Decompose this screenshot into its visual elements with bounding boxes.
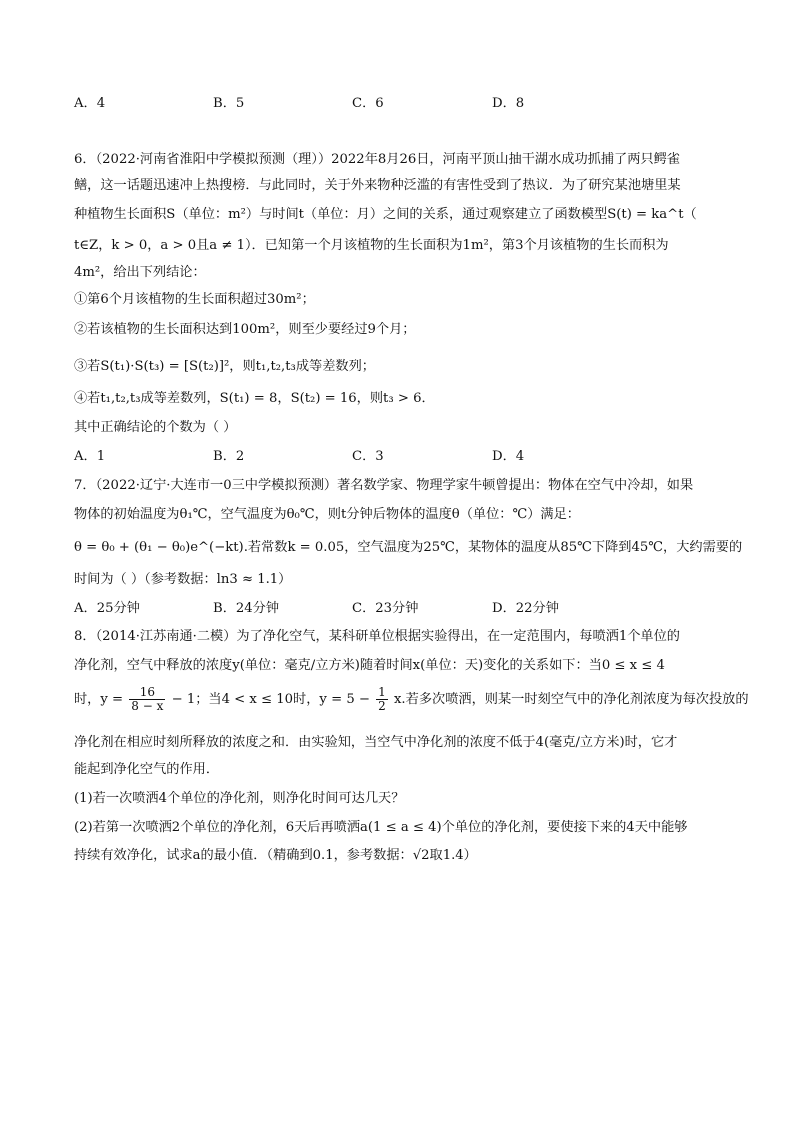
q6-option-b: B．2 xyxy=(213,449,245,464)
q8-line-1: 8．（2014·江苏南通·二模）为了净化空气，某科研单位根据实验得出，在一定范围内，每喷洒1个单位的 xyxy=(74,629,680,644)
q6-line-1: 6．（2022·河南省淮阳中学模拟预测（理））2022年8月26日，河南平顶山抽干湖水成功抓捕了两只鳄雀 xyxy=(74,152,680,167)
q8-line-3-part-a: 时，y = xyxy=(74,692,124,707)
q6-option-c: C．3 xyxy=(352,449,384,464)
q7-option-c: C．23分钟 xyxy=(352,601,419,616)
q6-conclusion-2: ②若该植物的生长面积达到100m²，则至少要经过9个月； xyxy=(74,322,416,337)
q6-conclusion-3: ③若S(t₁)·S(t₃) = [S(t₂)]²，则t₁,t₂,t₃成等差数列； xyxy=(74,359,375,374)
q8-line-5: 能起到净化空气的作用． xyxy=(74,762,220,777)
q5-option-d: D．8 xyxy=(492,96,525,111)
q6-conclusion-4: ④若t₁,t₂,t₃成等差数列，S(t₁) = 8，S(t₂) = 16，则t₃ > 6． xyxy=(74,391,435,406)
q7-option-d: D．22分钟 xyxy=(492,601,559,616)
q5-option-c: C．6 xyxy=(352,96,384,111)
q6-conclusion-1: ①第6个月该植物的生长面积超过30m²； xyxy=(74,292,315,307)
q6-line-2: 鳝，这一话题迅速冲上热搜榜．与此同时，关于外来物种泛滥的有害性受到了热议．为了研究某池塘里某 xyxy=(74,178,681,193)
q5-option-a: A．4 xyxy=(74,96,106,111)
q7-line-4: 时间为（ ）（参考数据：ln3 ≈ 1.1） xyxy=(74,572,292,587)
q6-line-5: 4m²，给出下列结论： xyxy=(74,265,206,280)
q6-option-d: D．4 xyxy=(492,449,525,464)
q8-part-1: (1)若一次喷洒4个单位的净化剂，则净化时间可达几天？ xyxy=(74,791,405,806)
q8-fraction-2-numerator: 1 xyxy=(378,685,386,699)
q8-fraction-1-numerator: 16 xyxy=(129,686,165,700)
q7-line-1: 7．（2022·辽宁·大连市一0三中学模拟预测）著名数学家、物理学家牛顿曾提出：物体在空气中冷却，如果 xyxy=(74,478,694,493)
q7-option-a: A．25分钟 xyxy=(74,601,140,616)
q8-fraction-16-over-8-minus-x xyxy=(129,686,165,713)
q8-fraction-1-denominator: 8 − x xyxy=(131,699,164,713)
q5-option-b: B．5 xyxy=(213,96,245,111)
q7-option-b: B．24分钟 xyxy=(213,601,280,616)
q7-line-2: 物体的初始温度为θ₁℃，空气温度为θ₀℃，则t分钟后物体的温度θ（单位：℃）满足： xyxy=(74,507,580,522)
q6-option-a: A．1 xyxy=(74,449,106,464)
q8-line-4: 净化剂在相应时刻所释放的浓度之和．由实验知，当空气中净化剂的浓度不低于4(毫克/立方米)时，它才 xyxy=(74,735,678,750)
q6-line-4: t∈Z，k > 0，a > 0且a ≠ 1）．已知第一个月该植物的生长面积为1m²，第3个月该植物的生长而积为 xyxy=(74,238,669,253)
q8-part-2-continued: 持续有效净化，试求a的最小值．（精确到0.1，参考数据：√2取1.4） xyxy=(74,848,477,863)
q6-line-3: 种植物生长面积S（单位：m²）与时间t（单位：月）之间的关系，通过观察建立了函数模型S(t) = ka^t（ xyxy=(74,207,697,222)
q8-fraction-2-denominator: 2 xyxy=(378,699,386,713)
q8-line-3-part-b: − 1；当4 < x ≤ 10时，y = 5 − xyxy=(171,692,370,707)
q8-line-2: 净化剂，空气中释放的浓度y(单位：毫克/立方米)随着时间x(单位：天)变化的关系如下：当0 ≤ x ≤ 4 xyxy=(74,658,665,673)
q8-line-3-part-c: x.若多次喷洒，则某一时刻空气中的净化剂浓度为每次投放的 xyxy=(394,692,749,707)
q7-formula-line: θ = θ₀ + (θ₁ − θ₀)e^(−kt).若常数k = 0.05，空气温度为25℃，某物体的温度从85℃下降到45℃，大约需要的 xyxy=(74,540,743,555)
q8-part-2: (2)若第一次喷洒2个单位的净化剂，6天后再喷洒a(1 ≤ a ≤ 4)个单位的净化剂，要使接下来的4天中能够 xyxy=(74,820,688,835)
q6-question: 其中正确结论的个数为（ ） xyxy=(74,420,237,435)
q8-fraction-1-over-2 xyxy=(376,686,388,713)
q8-formula-line xyxy=(74,686,749,713)
